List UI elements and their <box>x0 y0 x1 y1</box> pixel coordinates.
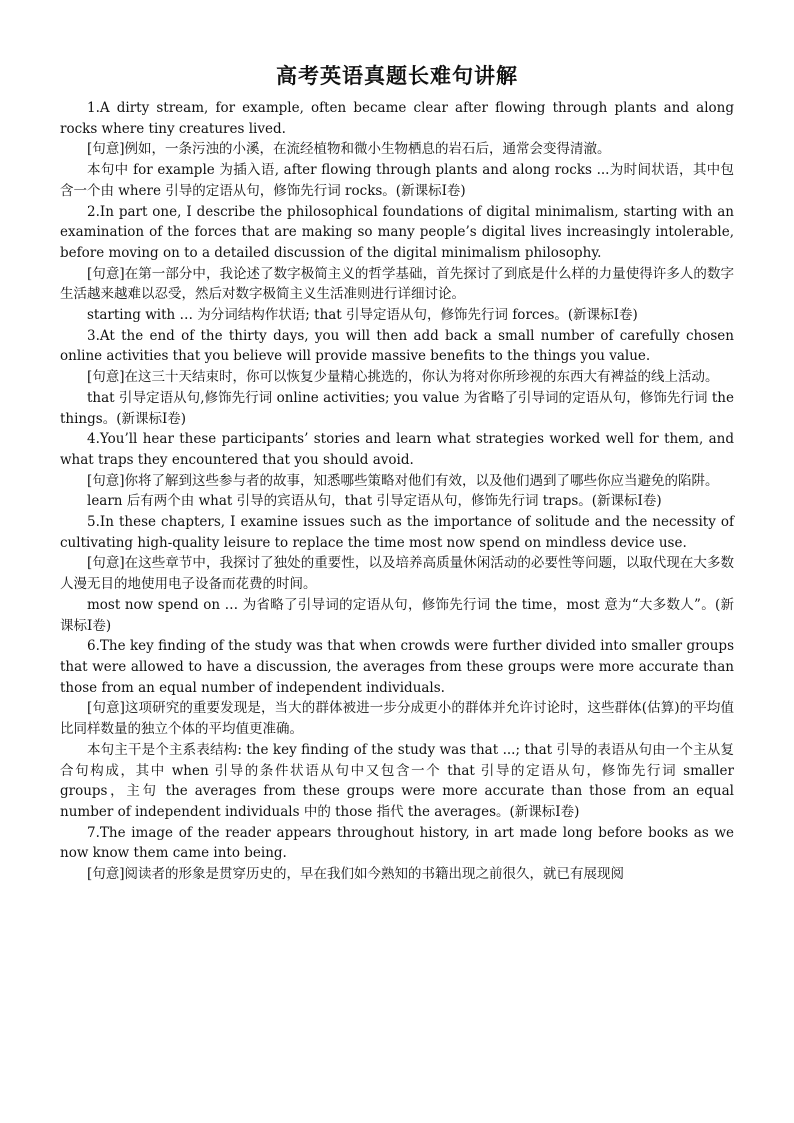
sentence-1-analysis: 本句中 for example 为插入语, after flowing through plants and along rocks ...为时间状语，其中包含一个由 where 引导的定语从句，修饰先行词 rocks。(新课标Ⅰ卷) <box>60 162 734 199</box>
document-page <box>60 62 734 885</box>
sentence-1-meaning: [句意]例如，一条污浊的小溪，在流经植物和微小生物栖息的岩石后，通常会变得清澈。 <box>87 141 611 158</box>
sentence-6-english: 6.The key finding of the study was that when crowds were further divided into smaller groups that were allowed to have a discussion, the averages from these groups were more accurate than those from an equal number of independent individuals. <box>60 638 734 696</box>
sentence-4-analysis: learn 后有两个由 what 引导的宾语从句，that 引导定语从句，修饰先行词 traps。(新课标Ⅰ卷) <box>87 493 662 510</box>
sentence-5-meaning: [句意]在这些章节中，我探讨了独处的重要性，以及培养高质量休闲活动的必要性等问题，以取代现在大多数人漫无目的地使用电子设备而花费的时间。 <box>60 555 734 593</box>
sentence-7-english: 7.The image of the reader appears throughout history, in art made long before books as we now know them came into being. <box>60 824 734 862</box>
sentence-6-meaning: [句意]这项研究的重要发现是，当大的群体被进一步分成更小的群体并允许讨论时，这些群体(估算)的平均值比同样数量的独立个体的平均值更准确。 <box>60 700 734 738</box>
sentence-3-meaning: [句意]在这三十天结束时，你可以恢复少量精心挑选的，你认为将对你所珍视的东西大有裨益的线上活动。 <box>87 369 719 386</box>
sentence-6-analysis: 本句主干是个主系表结构: the key finding of the study was that ...; that 引导的表语从句由一个主从复合句构成，其中 when 引导的条件状语从句中又包含一个 that 引导的定语从句，修饰先行词 smaller groups，主句 the averages from these groups were more accurate than those from an equal number of independent individuals 中的 those 指代 the averages。(新课标Ⅰ卷) <box>60 741 734 820</box>
sentence-3-analysis: that 引导定语从句,修饰先行词 online activities; you value 为省略了引导词的定语从句，修饰先行词 the things。(新课标Ⅰ卷) <box>60 389 734 427</box>
sentence-5-analysis: most now spend on … 为省略了引导词的定语从句，修饰先行词 the time，most 意为“大多数人”。(新课标Ⅰ卷) <box>60 596 734 634</box>
sentence-4-meaning: [句意]你将了解到这些参与者的故事，知悉哪些策略对他们有效，以及他们遇到了哪些你应当避免的陷阱。 <box>87 472 719 489</box>
sentence-7-meaning: [句意]阅读者的形象是贯穿历史的，早在我们如今熟知的书籍出现之前很久，就已有展现阅 <box>87 866 625 883</box>
sentence-4-english: 4.You’ll hear these participants’ stories and learn what strategies worked well for them, and what traps they encountered that you should avoid. <box>60 431 734 468</box>
sentence-5-english: 5.In these chapters, I examine issues such as the importance of solitude and the necessity of cultivating high-quality leisure to replace the time most now spend on mindless device use. <box>60 514 734 551</box>
document-title: 高考英语真题长难句讲解 <box>276 64 518 88</box>
sentence-2-meaning: [句意]在第一部分中，我论述了数字极简主义的哲学基础，首先探讨了到底是什么样的力量使得许多人的数字生活越来越难以忍受，然后对数字极简主义生活准则进行详细讨论。 <box>60 265 734 303</box>
sentence-1-english: 1.A dirty stream, for example, often became clear after flowing through plants and along rocks where tiny creatures lived. <box>60 100 734 137</box>
sentence-2-english: 2.In part one, I describe the philosophical foundations of digital minimalism, starting with an examination of the forces that are making so many people’s digital lives increasingly intolerable, before moving on to a detailed discussion of the digital minimalism philosophy. <box>60 203 734 261</box>
sentence-2-analysis: starting with … 为分词结构作状语; that 引导定语从句，修饰先行词 forces。(新课标Ⅰ卷) <box>87 307 638 324</box>
sentence-3-english: 3.At the end of the thirty days, you will then add back a small number of carefully chosen online activities that you believe will provide massive benefits to the things you value. <box>60 327 734 365</box>
